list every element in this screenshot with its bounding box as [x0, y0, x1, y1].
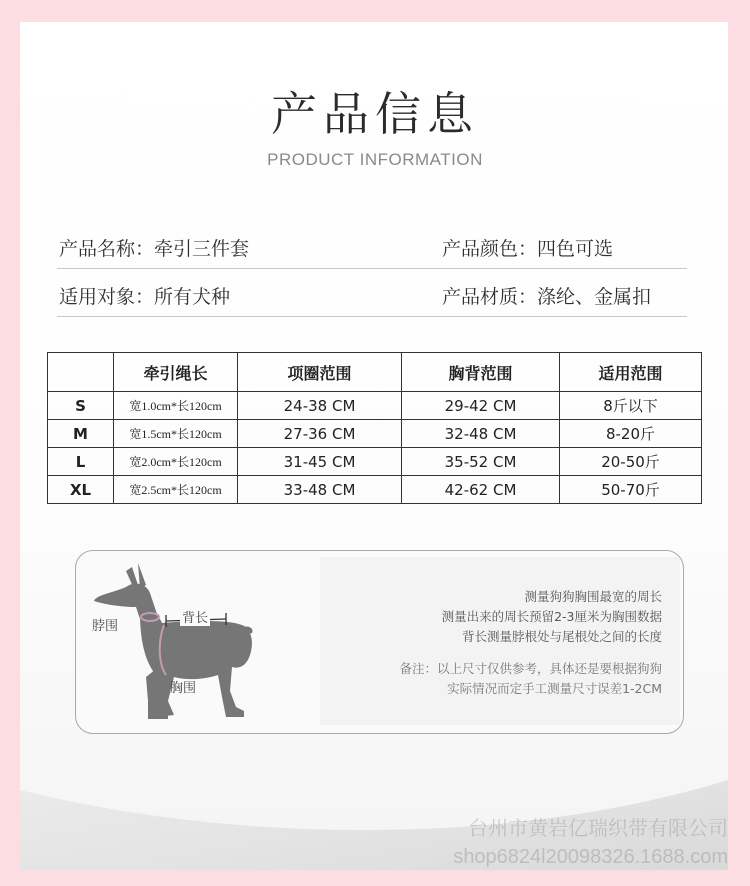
leash-cell: 宽1.0cm*长120cm [114, 392, 238, 420]
guide-line-1: 测量狗狗胸围最宽的周长 [524, 589, 662, 604]
leash-cell: 宽2.0cm*长120cm [114, 448, 238, 476]
harness-cell: 32-48 CM [402, 420, 560, 448]
table-row [48, 392, 702, 420]
page-title: 产品信息 [271, 87, 479, 141]
page-subtitle: PRODUCT INFORMATION [267, 150, 483, 169]
header-size [48, 353, 114, 392]
weight-cell: 50-70斤 [560, 476, 702, 504]
harness-cell: 29-42 CM [402, 392, 560, 420]
collar-cell: 31-45 CM [238, 448, 402, 476]
dog-silhouette-icon [76, 551, 320, 733]
header-weight-range: 适用范围 [560, 353, 702, 392]
size-cell: XL [48, 476, 114, 504]
guide-line-2: 测量出来的周长预留2-3厘米为胸围数据 [441, 609, 662, 624]
product-name: 产品名称：牵引三件套 [59, 238, 250, 260]
leash-cell: 宽1.5cm*长120cm [114, 420, 238, 448]
weight-cell: 20-50斤 [560, 448, 702, 476]
size-cell: L [48, 448, 114, 476]
measurement-guide [75, 550, 684, 734]
guide-line-3: 背长测量脖根处与尾根处之间的长度 [461, 629, 662, 644]
size-cell: S [48, 392, 114, 420]
guide-note-1: 备注：以上尺寸仅供参考，具体还是要根据狗狗 [399, 661, 662, 676]
leash-cell: 宽2.5cm*长120cm [114, 476, 238, 504]
guide-note-2: 实际情况而定手工测量尺寸误差1-2CM [447, 681, 662, 696]
info-row-2 [57, 276, 687, 317]
table-header-row [48, 353, 702, 392]
harness-cell: 42-62 CM [402, 476, 560, 504]
header-harness-range: 胸背范围 [402, 353, 560, 392]
back-label: 背长 [180, 607, 210, 626]
header-collar-range: 项圈范围 [238, 353, 402, 392]
collar-cell: 33-48 CM [238, 476, 402, 504]
table-row [48, 476, 702, 504]
size-cell: M [48, 420, 114, 448]
product-target: 适用对象：所有犬种 [59, 286, 231, 308]
harness-cell: 35-52 CM [402, 448, 560, 476]
product-color: 产品颜色：四色可选 [442, 238, 614, 260]
watermark-company: 台州市黄岩亿瑞织带有限公司 [468, 816, 728, 840]
table-row [48, 420, 702, 448]
guide-text-panel [320, 557, 680, 725]
chest-label: 胸围 [170, 681, 197, 696]
watermark-url: shop6824l20098326.1688.com [453, 846, 728, 868]
collar-cell: 24-38 CM [238, 392, 402, 420]
neck-label: 脖围 [92, 619, 119, 634]
table-row [48, 448, 702, 476]
collar-cell: 27-36 CM [238, 420, 402, 448]
info-row-1 [57, 228, 687, 269]
weight-cell: 8斤以下 [560, 392, 702, 420]
weight-cell: 8-20斤 [560, 420, 702, 448]
size-table [47, 352, 702, 504]
header-leash-length: 牵引绳长 [114, 353, 238, 392]
product-material: 产品材质：涤纶、金属扣 [442, 286, 652, 308]
